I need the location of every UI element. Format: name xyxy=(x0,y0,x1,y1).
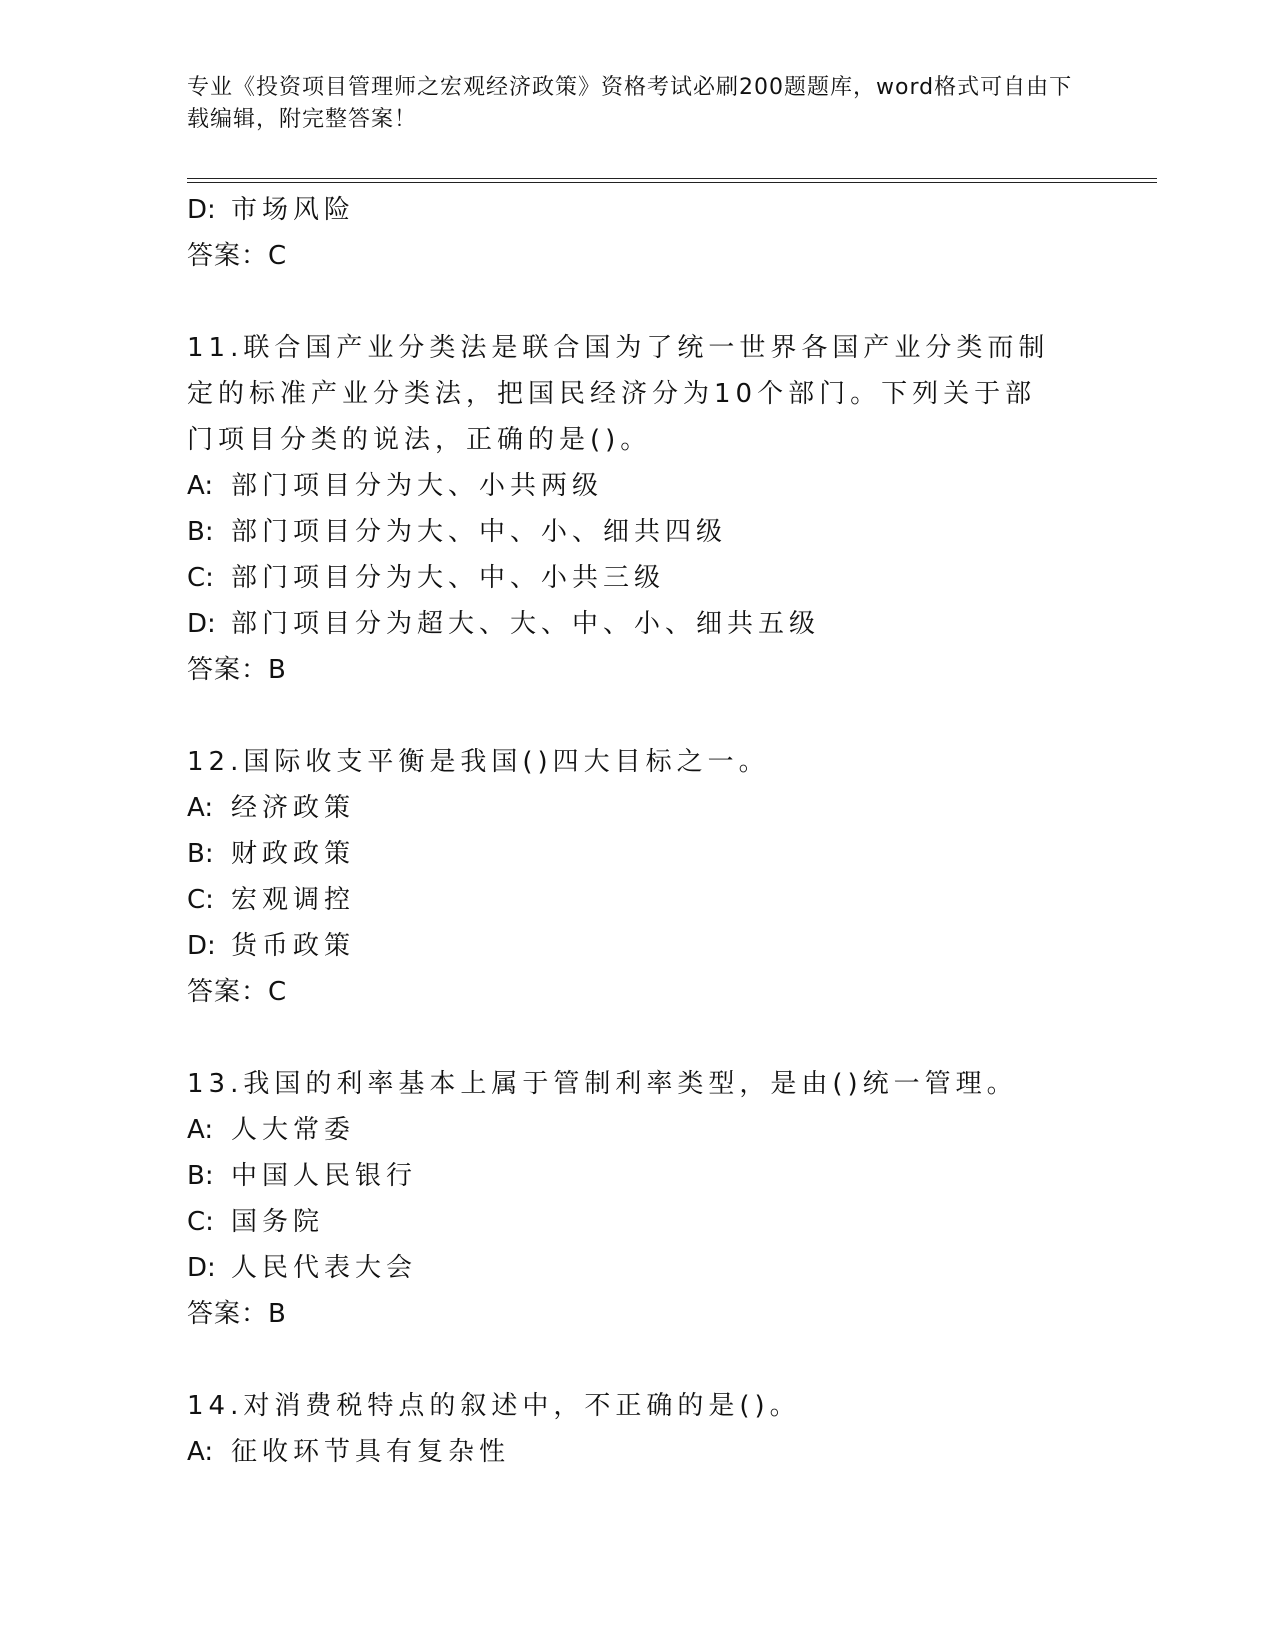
question-content xyxy=(187,187,1087,1475)
option-d xyxy=(187,1245,1087,1291)
header-rule-top xyxy=(187,178,1157,179)
option-letter: D: xyxy=(187,931,216,961)
option-b xyxy=(187,831,1087,877)
spacer xyxy=(187,279,1087,325)
option-c xyxy=(187,1199,1087,1245)
option-text: 部门项目分为大、中、小、细共四级 xyxy=(231,517,728,547)
option-text: 货币政策 xyxy=(231,931,356,961)
option-letter: A: xyxy=(187,793,214,823)
option-letter: B: xyxy=(187,1161,214,1191)
option-letter: D: xyxy=(187,195,216,225)
option-letter: B: xyxy=(187,517,214,547)
option-text: 部门项目分为超大、大、中、小、细共五级 xyxy=(231,609,821,639)
option-text: 经济政策 xyxy=(231,793,356,823)
option-a xyxy=(187,463,1087,509)
option-letter: A: xyxy=(187,1437,214,1467)
answer-line: 答案：B xyxy=(187,655,287,685)
spacer xyxy=(187,1015,1087,1061)
option-text: 部门项目分为大、中、小共三级 xyxy=(231,563,666,593)
question-stem-13: 13.我国的利率基本上属于管制利率类型，是由()统一管理。 xyxy=(187,1069,1018,1099)
option-letter: A: xyxy=(187,1115,214,1145)
option-letter: C: xyxy=(187,1207,214,1237)
option-b xyxy=(187,1153,1087,1199)
option-letter: B: xyxy=(187,839,214,869)
option-a xyxy=(187,1107,1087,1153)
option-text: 征收环节具有复杂性 xyxy=(231,1437,511,1467)
option-text: 财政政策 xyxy=(231,839,356,869)
document-header xyxy=(187,72,1077,136)
option-d xyxy=(187,187,1087,233)
question-stem-11: 11.联合国产业分类法是联合国为了统一世界各国产业分类而制定的标准产业分类法，把国民经济分为10个部门。下列关于部门项目分类的说法，正确的是()。 xyxy=(187,333,1050,455)
question-stem-12: 12.国际收支平衡是我国()四大目标之一。 xyxy=(187,747,770,777)
header-rule-bottom xyxy=(187,182,1157,183)
option-letter: D: xyxy=(187,609,216,639)
answer-line: 答案：B xyxy=(187,1299,287,1329)
option-d xyxy=(187,601,1087,647)
answer-line: 答案：C xyxy=(187,977,288,1007)
answer-line: 答案：C xyxy=(187,241,288,271)
option-letter: C: xyxy=(187,885,214,915)
option-c xyxy=(187,877,1087,923)
option-a xyxy=(187,1429,1087,1475)
option-text: 人大常委 xyxy=(231,1115,356,1145)
option-text: 部门项目分为大、小共两级 xyxy=(231,471,604,501)
option-text: 国务院 xyxy=(231,1207,325,1237)
option-text: 市场风险 xyxy=(231,195,356,225)
header-text: 专业《投资项目管理师之宏观经济政策》资格考试必刷200题题库，word格式可自由下载编辑，附完整答案！ xyxy=(187,75,1073,132)
spacer xyxy=(187,693,1087,739)
spacer xyxy=(187,1337,1087,1383)
option-b xyxy=(187,509,1087,555)
option-letter: A: xyxy=(187,471,214,501)
option-letter: C: xyxy=(187,563,214,593)
option-text: 人民代表大会 xyxy=(231,1253,418,1283)
option-c xyxy=(187,555,1087,601)
option-a xyxy=(187,785,1087,831)
question-stem-14: 14.对消费税特点的叙述中，不正确的是()。 xyxy=(187,1391,801,1421)
option-d xyxy=(187,923,1087,969)
option-text: 宏观调控 xyxy=(231,885,356,915)
option-text: 中国人民银行 xyxy=(231,1161,418,1191)
option-letter: D: xyxy=(187,1253,216,1283)
